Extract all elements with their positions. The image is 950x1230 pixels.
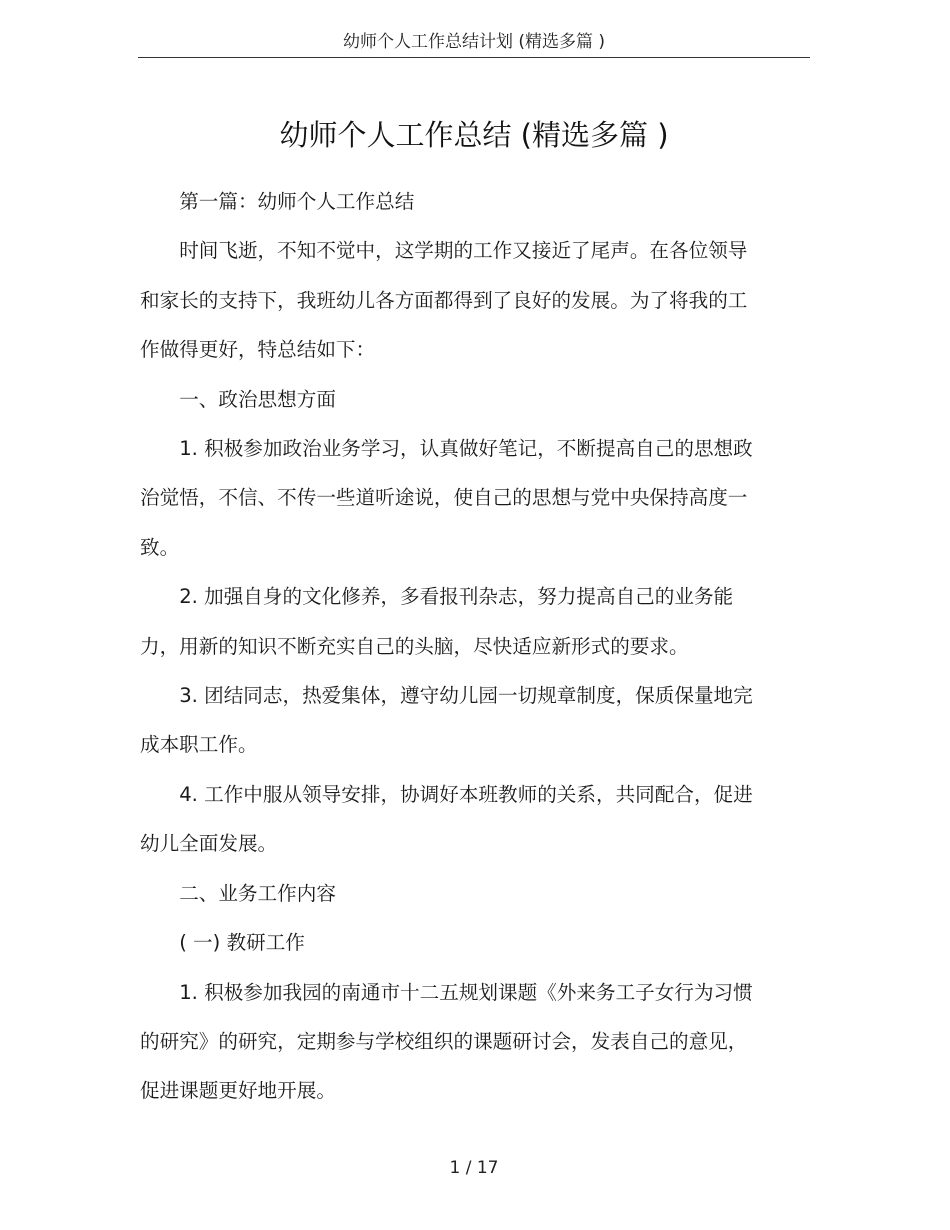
section-heading-part-one: 第一篇：幼师个人工作总结	[179, 190, 415, 213]
section-heading-work-content: 二、业务工作内容	[179, 881, 336, 905]
list-item-political-2: 2. 加强自身的文化修养，多看报刊杂志，努力提高自己的业务能力，用新的知识不断充实自己的头脑，尽快适应新形式的要求。	[140, 585, 734, 658]
page-number: 1 / 17	[449, 1158, 499, 1178]
section-heading-political: 一、政治思想方面	[179, 387, 336, 411]
list-item-political-1: 1. 积极参加政治业务学习，认真做好笔记，不断提高自己的思想政治觉悟，不信、不传一些道听途说，使自己的思想与党中央保持高度一致。	[140, 437, 753, 559]
header-divider	[138, 57, 810, 58]
list-item-political-4: 4. 工作中服从领导安排，协调好本班教师的关系，共同配合，促进幼儿全面发展。	[140, 782, 753, 856]
subsection-heading-research: ( 一) 教研工作	[179, 931, 305, 955]
list-item-political-3: 3. 团结同志，热爱集体，遵守幼儿园一切规章制度，保质保量地完成本职工作。	[140, 684, 753, 757]
intro-paragraph: 时间飞逝，不知不觉中，这学期的工作又接近了尾声。在各位领导和家长的支持下，我班幼儿各方面都得到了良好的发展。为了将我的工作做得更好，特总结如下：	[140, 239, 748, 362]
running-header: 幼师个人工作总结计划 (精选多篇 )	[342, 32, 606, 52]
document-title: 幼师个人工作总结 (精选多篇 )	[279, 118, 669, 152]
document-body	[140, 177, 758, 1116]
list-item-research-1: 1. 积极参加我园的南通市十二五规划课题《外来务工子女行为习惯的研究》的研究，定期参与学校组织的课题研讨会，发表自己的意见，促进课题更好地开展。	[140, 980, 753, 1103]
